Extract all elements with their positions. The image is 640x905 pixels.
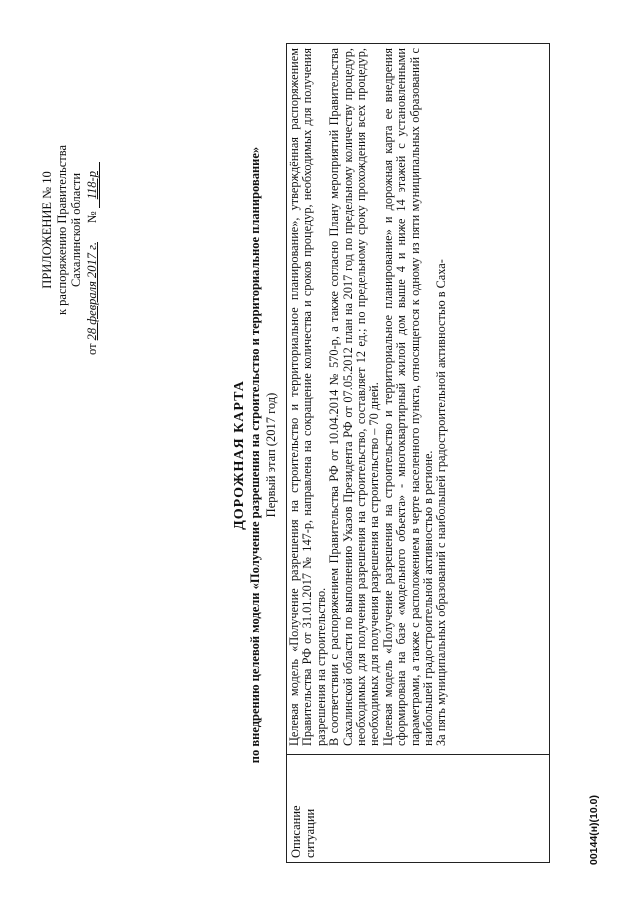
paragraph: Целевая модель «Получение разрешения на строительство и территориальное планирование» и дорожная карта ее внедрения сформирована на базе «модельного объекта» - многоквартирный жилой дом выше 4 и ниже 14 этажей с установленными параметрами, а также с расположением в черте населенного пункта, относящегося к одному из пяти муниципальных образований с наибольшей градостроительной активностью в регионе. [380,48,436,746]
paragraph: В соответствии с распоряжением Правительства РФ от 10.04.2014 № 570-р, а также согласно Плану мероприятий Правительства Сахалинской области по выполнению Указов Президента РФ от 07.05.2012 план на 2017 год по предельному количеству процедур, необходимых для получения разрешения на строительство, составляет 12 ед.; по предельному сроку прохождения всех процедур, необходимых для получения разрешения на строительство – 70 дней. [327,48,382,746]
appendix-number: 118-р [85,162,101,208]
situation-label: Описание ситуации [287,754,549,862]
situation-table [286,43,550,863]
situation-text [287,44,551,750]
paragraph: Целевая модель «Получение разрешения на строительство и территориальное планирование», утверждённая распоряжением Правительства РФ от 31.01.2017 № 147-р, направлена на сокращение количества и сроков процедур, необходимых для получения разрешения на строительство. [287,48,328,746]
appendix-block [40,65,100,395]
paragraph: За пять муниципальных образований с наибольшей градостроительной активностью в Саха- [434,259,449,746]
appendix-title: ПРИЛОЖЕНИЕ № 10 [40,171,54,289]
appendix-line-2: Сахалинской области [69,172,83,288]
date-prefix: от [84,343,99,355]
appendix-date: 28 февраля 2017 г. [84,241,99,341]
doc-stage: Первый этап (2017 год) [264,392,278,518]
number-prefix: № [84,211,99,224]
doc-title: ДОРОЖНАЯ КАРТА [232,380,247,530]
footer-code: 00144(н)(10.0) [588,795,600,865]
appendix-date-line [85,65,101,395]
appendix-line-1: к распоряжению Правительства [54,145,69,316]
document-heading [232,65,279,845]
doc-subtitle: по внедрению целевой модели «Получение разрешения на строительство и территориальное планирование» [248,146,262,764]
